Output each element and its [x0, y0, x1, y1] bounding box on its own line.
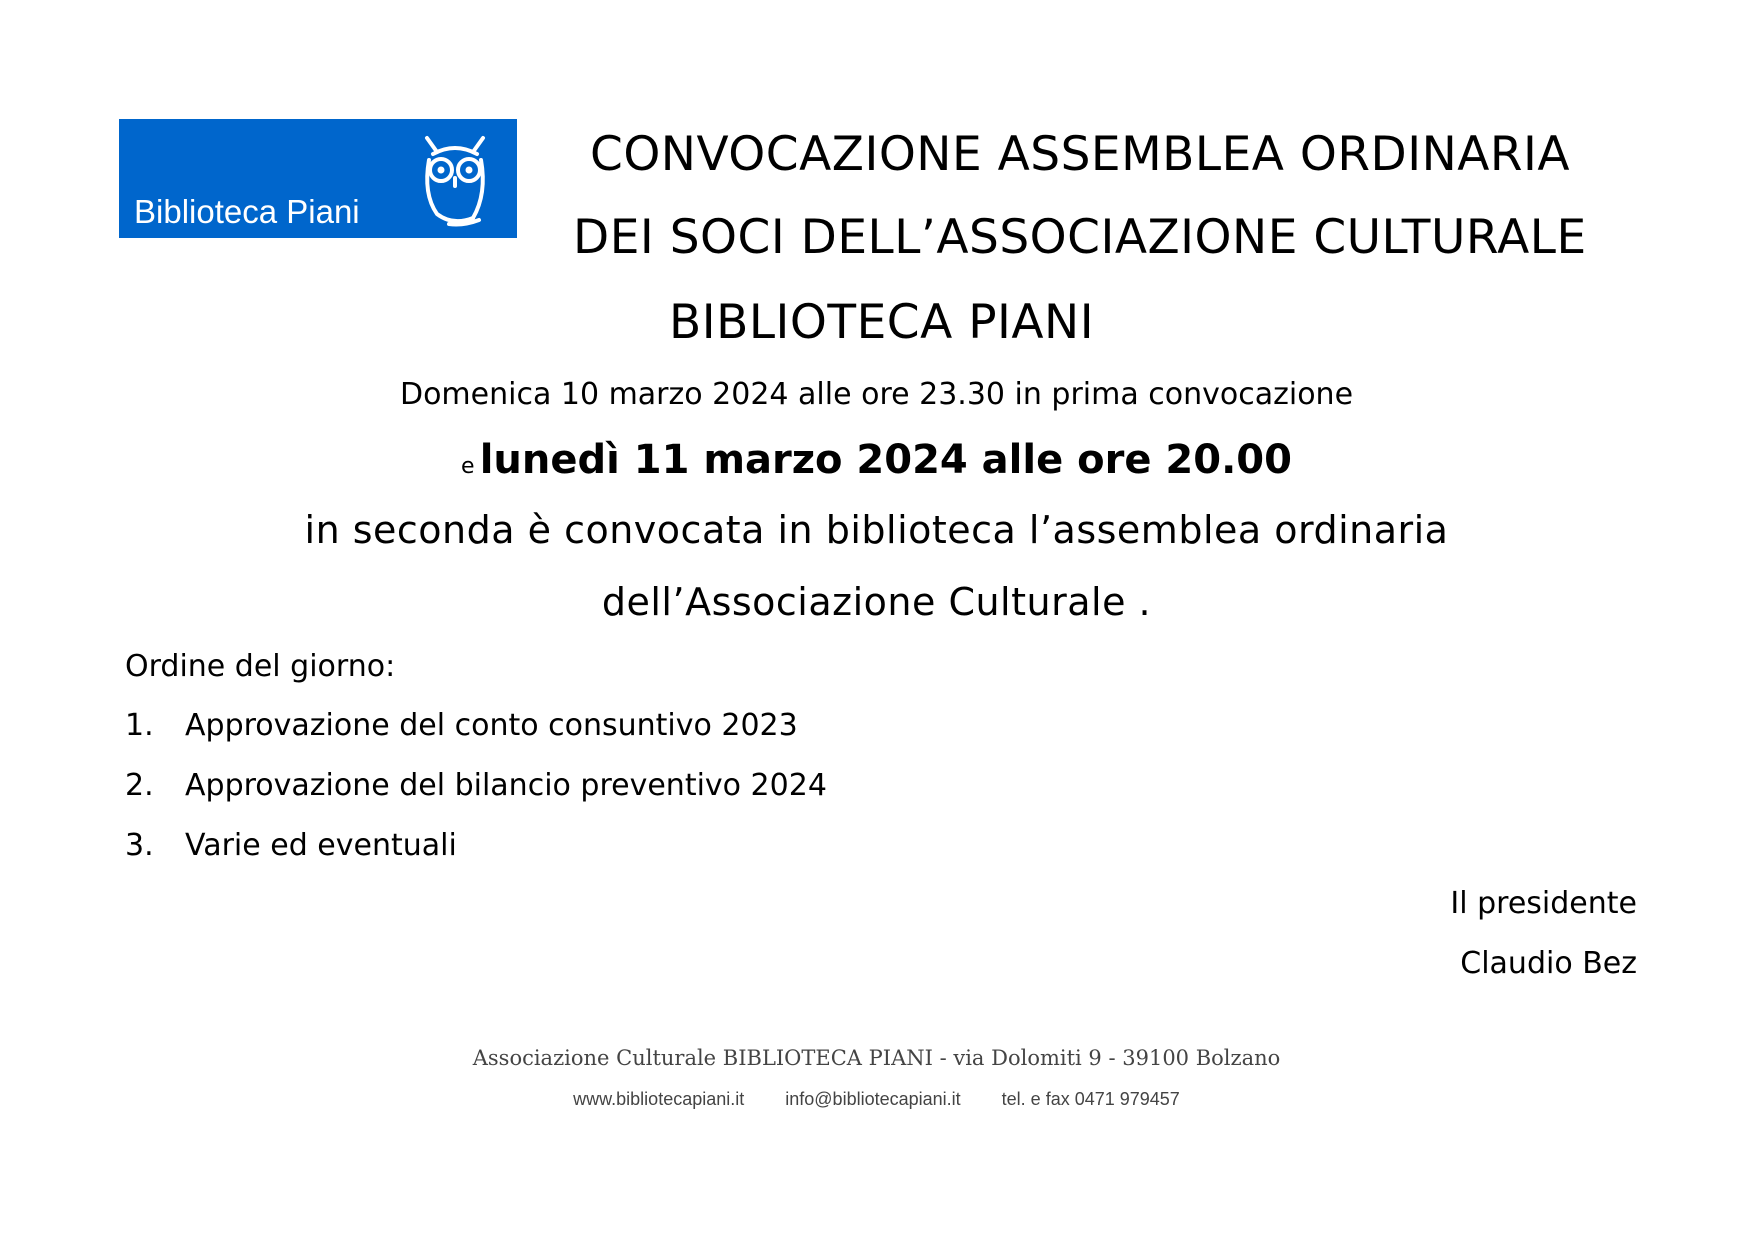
first-call-date: Domenica 10 marzo 2024 alle ore 23.30 in prima convocazione [399, 377, 1354, 412]
title-line-1: CONVOCAZIONE ASSEMBLEA ORDINARIA [590, 127, 1571, 182]
biblioteca-piani-logo [119, 119, 517, 238]
agenda-item-number: 2. [125, 768, 154, 803]
signature-role: Il presidente [1450, 886, 1637, 921]
footer-phone: tel. e fax 0471 979457 [1001, 1089, 1180, 1109]
signature-name: Claudio Bez [1460, 946, 1637, 981]
title-line-2: DEI SOCI DELL’ASSOCIAZIONE CULTURALE [573, 210, 1587, 265]
second-call-date [0, 437, 1753, 483]
agenda-item-text: Varie ed eventuali [185, 828, 457, 863]
footer-address: Associazione Culturale BIBLIOTECA PIANI - via Dolomiti 9 - 39100 Bolzano [472, 1046, 1281, 1070]
agenda-item-number: 1. [125, 708, 154, 743]
agenda-list [125, 708, 827, 888]
agenda-item-text: Approvazione del bilancio preventivo 2024 [185, 768, 827, 803]
agenda-item [125, 768, 827, 828]
agenda-item [125, 708, 827, 768]
second-call-text: lunedì 11 marzo 2024 alle ore 20.00 [479, 437, 1292, 483]
agenda-item [125, 828, 827, 888]
footer-email[interactable]: info@bibliotecapiani.it [785, 1089, 961, 1109]
convocation-text: in seconda è convocata in biblioteca l’assemblea ordinaria [304, 508, 1449, 552]
title-line-3: BIBLIOTECA PIANI [669, 295, 1095, 350]
logo-text: Biblioteca Piani [134, 193, 360, 230]
second-call-prefix: e [461, 454, 475, 479]
association-text: dell’Associazione Culturale . [601, 580, 1152, 624]
footer-contacts [0, 1089, 1753, 1110]
agenda-title: Ordine del giorno: [125, 649, 396, 684]
agenda-item-text: Approvazione del conto consuntivo 2023 [185, 708, 798, 743]
agenda-item-number: 3. [125, 828, 154, 863]
owl-icon [419, 132, 491, 230]
footer-website[interactable]: www.bibliotecapiani.it [573, 1089, 745, 1109]
